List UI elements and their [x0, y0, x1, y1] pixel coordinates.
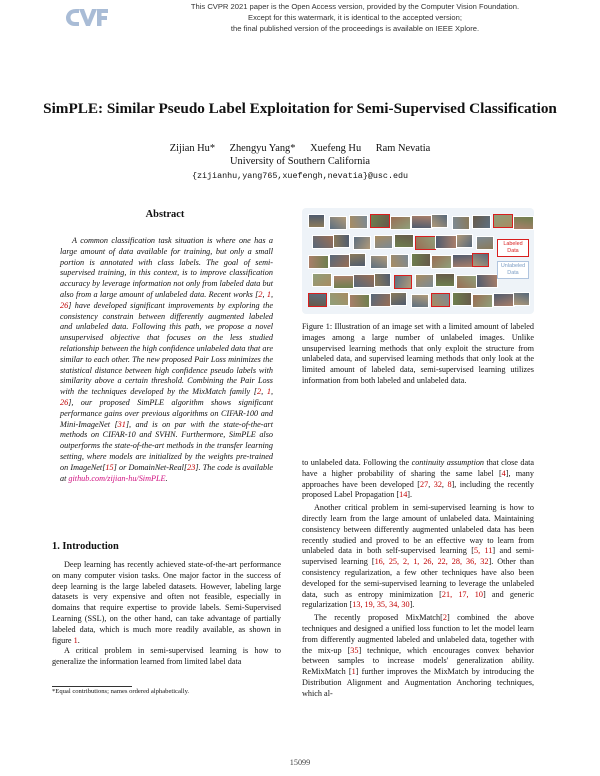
body-segment: ], many approaches have been developed [	[302, 468, 534, 489]
unlabeled-image-thumbnail	[349, 294, 370, 308]
unlabeled-image-thumbnail	[472, 294, 493, 308]
legend-labeled-data: Labeled Data	[497, 239, 529, 257]
labeled-image-thumbnail	[415, 236, 436, 250]
labeled-image-thumbnail	[431, 293, 450, 307]
abstract-segment: ]. The code is available at	[60, 462, 273, 483]
citation-link[interactable]: 8	[447, 479, 452, 489]
body-segment: Another critical problem in semi-supervised learning is how to directly learn from the large amount of unlabeled data. Maintaining consistency between differently augmented unlabeled data has been recently studied and proved to be an effective way to learn from unlabeled data in both self-supervised learning [	[302, 503, 534, 556]
abstract-segment: ], our proposed SimPLE algorithm shows significant performance gains over previous algorithms on CIFAR-100 and Mini-ImageNet [	[60, 397, 273, 429]
citation-link[interactable]: 2	[257, 387, 262, 397]
body-segment: ], including the recently proposed Label Propagation [	[302, 479, 535, 500]
unlabeled-image-thumbnail	[411, 215, 433, 229]
abstract-segment: ,	[270, 289, 274, 299]
unlabeled-image-thumbnail	[476, 274, 498, 288]
unlabeled-image-thumbnail	[374, 273, 391, 287]
caption-text: Figure 1: Illustration of an image set with a limited amount of labeled images among a large number of unlabeled images. Unlike unsupervised learning methods that only exploit the structure from unlabeled data, and supervised learning methods that only look at the limited amount of labeled data, semi-supervised learning utilizes information from both labeled and unlabeled data.	[302, 322, 534, 385]
unlabeled-image-thumbnail	[333, 234, 350, 248]
unlabeled-image-thumbnail	[370, 293, 392, 307]
unlabeled-image-thumbnail	[431, 255, 452, 269]
citation-link[interactable]: 14	[399, 490, 408, 500]
citation-link[interactable]: 21, 17, 10	[441, 589, 483, 599]
body-segment: ,	[428, 479, 434, 489]
unlabeled-image-thumbnail	[349, 253, 366, 267]
unlabeled-image-thumbnail	[411, 253, 431, 267]
author-name: Zhengyu Yang*	[229, 143, 296, 154]
citation-link[interactable]: 1	[266, 387, 271, 397]
cvf-logo	[62, 3, 112, 31]
unlabeled-image-thumbnail	[390, 292, 407, 306]
labeled-image-thumbnail	[370, 214, 390, 228]
body-segment: ].	[407, 490, 413, 500]
legend-unlabeled-data: Unlabeled Data	[497, 261, 529, 279]
author-name: Ram Nevatia	[375, 143, 431, 154]
author-list	[20, 143, 580, 154]
unlabeled-image-thumbnail	[456, 275, 477, 289]
author-emails: {zijianhu,yang765,xuefengh,nevatia}@usc.edu	[191, 171, 409, 181]
body-segment: ] technique, which encourages convex behavior between samples to increase models' generalization ability. ReMixMatch [	[302, 645, 534, 677]
unlabeled-image-thumbnail	[435, 235, 457, 249]
body-segment: ] further improves the MixMatch by introducing the Distribution Alignment and Augmentation Anchoring techniques, which al-	[302, 667, 534, 698]
figure-ref-link[interactable]: 1	[73, 635, 78, 645]
cvf-logo-icon	[62, 3, 112, 31]
unlabeled-image-thumbnail	[431, 214, 448, 228]
intro-paragraph: A critical problem in semi-supervised learning is how to generalize the information learned from limited label data	[52, 646, 281, 667]
abstract-heading: Abstract	[145, 209, 185, 220]
citation-link[interactable]: 2	[442, 613, 447, 623]
unlabeled-image-thumbnail	[452, 216, 470, 230]
citation-link[interactable]: 1	[266, 289, 271, 299]
citation-link[interactable]: 1	[351, 667, 356, 677]
citation-link[interactable]: 26	[60, 397, 69, 407]
abstract-segment: ], and is on par with the state-of-the-art methods on CIFAR-10 and SVHN. Furthermore, SimPLE also outperforms the state-of-the-art methods in the transfer learning setting, where models are initialized by the weights pre-trained on ImageNet[	[60, 419, 273, 472]
abstract-segment: A common classification task situation is where one has a large amount of data available for training, but only a small portion is annotated with class labels. The goal of semi-supervised training, in this context, is to improve classification accuracy by leverage information not only from labeled data but also from a large amount of unlabeled data. Recent works [	[60, 236, 273, 299]
figure-1-caption	[302, 322, 534, 387]
unlabeled-image-thumbnail	[333, 275, 354, 289]
unlabeled-image-thumbnail	[312, 273, 332, 287]
unlabeled-image-thumbnail	[390, 216, 411, 230]
unlabeled-image-thumbnail	[472, 215, 491, 229]
paper-title: SimPLE: Similar Pseudo Label Exploitation for Semi-Supervised Classification	[43, 100, 557, 117]
abstract-segment: ] or DomainNet-Real[	[113, 462, 188, 472]
citation-link[interactable]: 23	[187, 462, 196, 472]
citation-link[interactable]: 31	[117, 419, 126, 429]
unlabeled-image-thumbnail	[513, 216, 534, 230]
unlabeled-image-thumbnail	[452, 292, 472, 306]
abstract-segment: ,	[261, 387, 267, 397]
open-access-watermark	[145, 2, 565, 34]
watermark-line: Except for this watermark, it is identical to the accepted version;	[248, 12, 462, 22]
intro-paragraph: Deep learning has recently achieved state-of-the-art performance on many computer vision tasks. One major factor in the success of deep learning is the large labeled datasets. However, labeling large datasets is very expensive and often not feasible, especially in domains that require expertise to provide labels. Semi-Supervised Learning (SSL), on the other hand, can take advantage of partially labeled data, which is much more readily available, as shown in figure	[52, 560, 281, 645]
watermark-line: the final published version of the proceedings is available on IEEE Xplore.	[230, 23, 480, 33]
citation-link[interactable]: 2	[258, 289, 263, 299]
body-segment: ,	[441, 479, 448, 489]
citation-link[interactable]: 35	[350, 645, 359, 655]
right-column-text	[302, 458, 534, 700]
unlabeled-image-thumbnail	[411, 294, 429, 308]
intro-paragraph-end: .	[77, 635, 80, 645]
introduction-text	[52, 560, 281, 668]
unlabeled-image-thumbnail	[349, 215, 368, 229]
citation-link[interactable]: 27	[420, 479, 429, 489]
citation-link[interactable]: 4	[501, 468, 506, 478]
unlabeled-image-thumbnail	[513, 292, 530, 306]
body-segment: The recently proposed MixMatch[	[314, 613, 443, 623]
citation-link[interactable]: 15	[105, 462, 114, 472]
emphasis: continuity assumption	[411, 458, 485, 467]
affiliation: University of Southern California	[230, 156, 370, 167]
section-heading-introduction: 1. Introduction	[52, 541, 119, 552]
unlabeled-image-thumbnail	[329, 292, 349, 306]
citation-link[interactable]: 16, 25, 2, 1, 26, 22, 28, 36, 32	[374, 557, 489, 567]
unlabeled-image-thumbnail	[353, 274, 375, 288]
unlabeled-image-thumbnail	[493, 293, 515, 307]
code-repo-link[interactable]: github.com/zijian-hu/SimPLE	[68, 473, 166, 483]
unlabeled-image-thumbnail	[329, 216, 347, 230]
labeled-image-thumbnail	[472, 253, 489, 267]
unlabeled-image-thumbnail	[394, 234, 414, 248]
unlabeled-image-thumbnail	[452, 254, 474, 268]
unlabeled-image-thumbnail	[476, 236, 494, 250]
footnote-divider	[52, 686, 132, 687]
page-number: 15099	[289, 758, 311, 767]
unlabeled-image-thumbnail	[435, 273, 455, 287]
body-segment: ].	[409, 600, 415, 610]
watermark-line: This CVPR 2021 paper is the Open Access version, provided by the Computer Vision Foundation.	[190, 2, 520, 11]
unlabeled-image-thumbnail	[374, 235, 393, 249]
abstract-segment: ] have developed significant improvements by exploring the consistency constrain between differently augmented labeled and unlabeled data. Following this path, we propose a novel unsupervised objective that focuses on the less studied relationship between the high confidence unlabeled data that are similar to each other. The new proposed Pair Loss minimizes the statistical distance between high confidence pseudo labels with similarity above a certain threshold. Combining the Pair Loss with the techniques developed by the MixMatch family [	[60, 300, 273, 397]
footnote: *Equal contributions; names ordered alphabetically.	[52, 688, 190, 695]
unlabeled-image-thumbnail	[456, 234, 473, 248]
body-segment: ] combined the above techniques and designed a unified loss function to let the model learn from differently augmented labeled and unlabeled data, together with the mix-up [	[302, 613, 534, 655]
abstract-text	[60, 236, 273, 484]
citation-link[interactable]: 13, 19, 35, 34, 30	[352, 600, 410, 610]
body-segment: ]. Other than consistency regularization, a few other techniques have also been developed for the semi-supervised learning to leverage the unlabeled data, such as entropy minimization [	[302, 557, 535, 599]
body-segment: that close data have a higher probability of sharing the same label [	[302, 458, 534, 478]
body-segment: ] and generic regularization [	[302, 589, 535, 610]
labeled-image-thumbnail	[308, 293, 327, 307]
unlabeled-image-thumbnail	[415, 274, 434, 288]
author-name: Xuefeng Hu	[310, 143, 362, 154]
body-segment: ] and semi-supervised learning [	[302, 546, 534, 567]
labeled-image-thumbnail	[493, 214, 513, 228]
abstract-segment: .	[165, 473, 168, 483]
unlabeled-image-thumbnail	[390, 254, 409, 268]
labeled-image-thumbnail	[394, 275, 412, 289]
author-name: Zijian Hu*	[169, 143, 216, 154]
unlabeled-image-thumbnail	[308, 214, 325, 228]
unlabeled-image-thumbnail	[329, 254, 351, 268]
citation-link[interactable]: 5, 11	[473, 546, 493, 556]
unlabeled-image-thumbnail	[353, 236, 371, 250]
abstract-segment: ,	[270, 387, 273, 397]
unlabeled-image-thumbnail	[308, 255, 329, 269]
citation-link[interactable]: 26	[60, 300, 69, 310]
body-segment: to unlabeled data. Following the	[302, 458, 412, 467]
unlabeled-image-thumbnail	[370, 255, 388, 269]
unlabeled-image-thumbnail	[312, 235, 334, 249]
abstract-segment: ,	[262, 289, 267, 299]
citation-link[interactable]: 32	[433, 479, 442, 489]
